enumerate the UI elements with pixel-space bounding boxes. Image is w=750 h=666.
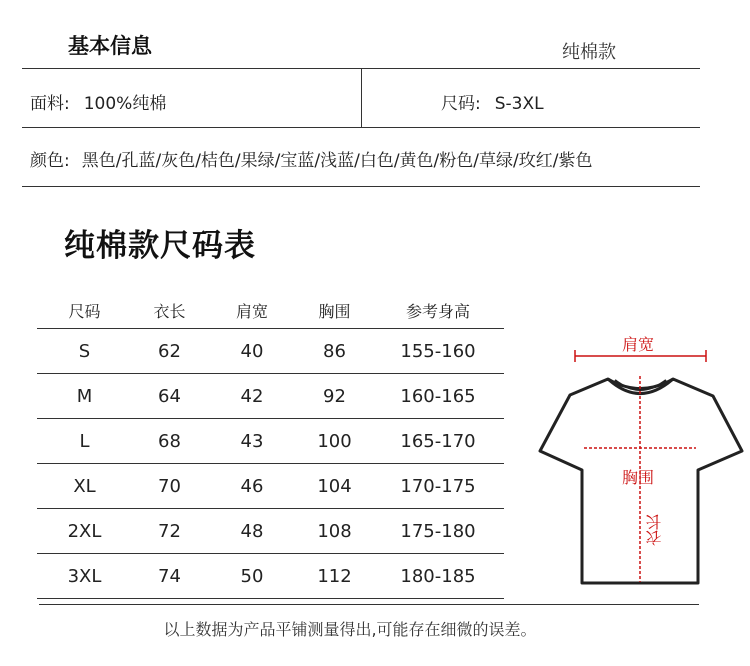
color-row — [30, 146, 592, 171]
cell-length: 70 — [132, 464, 207, 509]
size-label: 尺码: — [441, 94, 481, 114]
header-shoulder: 肩宽 — [207, 292, 297, 329]
header-chest: 胸围 — [297, 292, 372, 329]
fabric-row — [30, 89, 166, 114]
color-label: 颜色: — [30, 151, 70, 171]
cell-shoulder: 42 — [207, 374, 297, 419]
table-row — [37, 329, 504, 374]
cell-size: L — [37, 419, 132, 464]
cell-shoulder: 40 — [207, 329, 297, 374]
size-value: S-3XL — [494, 94, 544, 114]
cell-height: 180-185 — [372, 554, 504, 599]
cell-length: 68 — [132, 419, 207, 464]
cell-length: 62 — [132, 329, 207, 374]
cell-shoulder: 50 — [207, 554, 297, 599]
cell-chest: 92 — [297, 374, 372, 419]
table-row — [37, 554, 504, 599]
cell-size: M — [37, 374, 132, 419]
cell-length: 74 — [132, 554, 207, 599]
cell-size: S — [37, 329, 132, 374]
cell-height: 165-170 — [372, 419, 504, 464]
length-label: 衣长 — [645, 514, 664, 546]
fabric-label: 面料: — [30, 94, 70, 114]
cell-size: 2XL — [37, 509, 132, 554]
tshirt-diagram — [530, 320, 750, 600]
cell-shoulder: 46 — [207, 464, 297, 509]
cell-size: 3XL — [37, 554, 132, 599]
cell-chest: 100 — [297, 419, 372, 464]
cell-height: 175-180 — [372, 509, 504, 554]
cell-shoulder: 43 — [207, 419, 297, 464]
fabric-value: 100%纯棉 — [83, 94, 167, 114]
table-row — [37, 374, 504, 419]
divider-vertical — [361, 69, 362, 127]
chest-label: 胸围 — [622, 468, 655, 487]
cell-height: 160-165 — [372, 374, 504, 419]
cell-chest: 104 — [297, 464, 372, 509]
divider-middle — [22, 127, 700, 128]
cell-height: 155-160 — [372, 329, 504, 374]
cell-height: 170-175 — [372, 464, 504, 509]
table-row — [37, 509, 504, 554]
divider-footer — [39, 604, 699, 605]
header-length: 衣长 — [132, 292, 207, 329]
header-size: 尺码 — [37, 292, 132, 329]
tshirt-drawing — [530, 320, 750, 600]
size-table — [37, 292, 504, 599]
table-header-row — [37, 292, 504, 329]
size-range-row — [441, 89, 544, 114]
shoulder-label: 肩宽 — [622, 335, 655, 354]
cell-size: XL — [37, 464, 132, 509]
cell-chest: 108 — [297, 509, 372, 554]
table-row — [37, 419, 504, 464]
cell-shoulder: 48 — [207, 509, 297, 554]
style-name: 纯棉款 — [562, 42, 616, 63]
cell-chest: 112 — [297, 554, 372, 599]
color-value: 黑色/孔蓝/灰色/桔色/果绿/宝蓝/浅蓝/白色/黄色/粉色/草绿/玫红/紫色 — [81, 151, 593, 171]
cell-chest: 86 — [297, 329, 372, 374]
header-height: 参考身高 — [372, 292, 504, 329]
cell-length: 72 — [132, 509, 207, 554]
section-title: 基本信息 — [68, 34, 152, 58]
cell-length: 64 — [132, 374, 207, 419]
measurement-note: 以上数据为产品平铺测量得出,可能存在细微的误差。 — [163, 620, 537, 639]
size-chart-title: 纯棉款尺码表 — [64, 228, 256, 264]
divider-bottom — [22, 186, 700, 187]
table-row — [37, 464, 504, 509]
